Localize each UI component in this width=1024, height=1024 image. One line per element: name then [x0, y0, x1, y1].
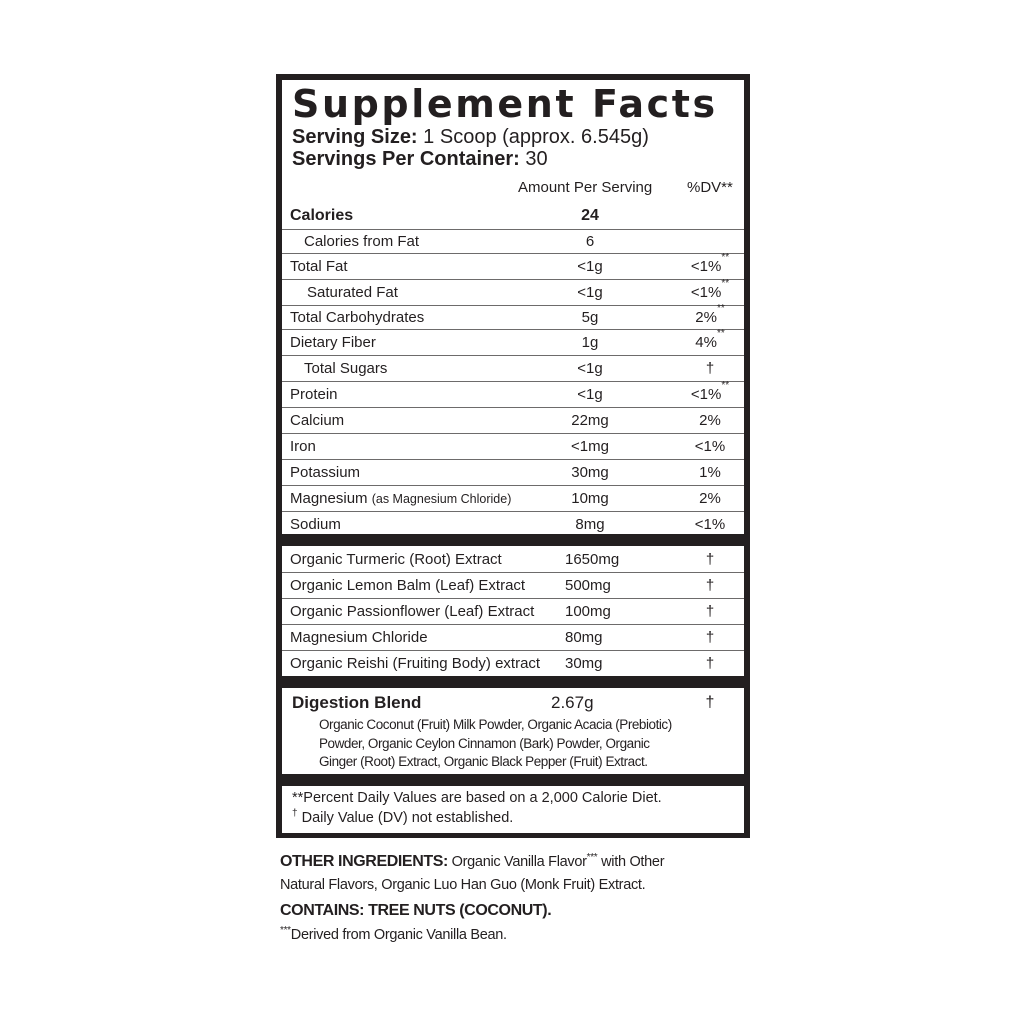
ingredient-amount: 80mg [565, 629, 603, 646]
ingredient-row: Organic Reishi (Fruiting Body) extract 30mg † [282, 650, 744, 677]
nutrient-row-potassium: Potassium 30mg 1% [282, 459, 744, 486]
blend-amount: 2.67g [551, 693, 594, 712]
nutrient-label: Calcium [290, 412, 345, 429]
nutrient-row-sodium: Sodium 8mg <1% [282, 511, 744, 535]
nutrient-row-calories-from-fat: Calories from Fat 6 [282, 229, 744, 254]
nutrient-label: Total Sugars [304, 360, 388, 377]
other-ingredients: OTHER INGREDIENTS: Organic Vanilla Flavor*** with Other [280, 852, 665, 870]
footnote-dv: **Percent Daily Values are based on a 2,000 Calorie Diet. [292, 790, 662, 806]
ingredient-label: Organic Lemon Balm (Leaf) Extract [290, 577, 526, 594]
vanilla-footnote: ***Derived from Organic Vanilla Bean. [280, 925, 507, 943]
ingredient-label: Organic Turmeric (Root) Extract [290, 551, 502, 568]
blend-description [319, 716, 724, 772]
nutrient-row-dietary-fiber: Dietary Fiber 1g 4% ** [282, 329, 744, 356]
nutrient-row-calories: Calories 24 [290, 207, 599, 224]
blend-line: Organic Coconut (Fruit) Milk Powder, Organic Acacia (Prebiotic) [319, 717, 672, 732]
nutrient-label-note: (as Magnesium Chloride) [371, 492, 512, 506]
footnotes [282, 786, 744, 833]
nutrient-label: Iron [290, 438, 316, 455]
serving-size [292, 126, 744, 148]
nutrient-label: Dietary Fiber [290, 334, 376, 351]
ingredient-label: Magnesium Chloride [290, 629, 428, 646]
nutrient-label: Sodium [290, 516, 341, 533]
nutrient-label: Saturated Fat [307, 284, 398, 301]
nutrient-label: Protein [290, 386, 338, 403]
ingredient-amount: 1650mg [565, 551, 620, 568]
nutrient-label: Total Carbohydrates [290, 309, 425, 326]
blend-line: Powder, Organic Ceylon Cinnamon (Bark) Powder, Organic [319, 735, 650, 751]
panel-title: Supplement Facts [292, 82, 718, 126]
nutrient-row-magnesium: Magnesium (as Magnesium Chloride) 10mg 2% [282, 485, 744, 512]
nutrient-row-calcium: Calcium 22mg 2% [282, 407, 744, 434]
nutrient-row-iron: Iron <1mg <1% [282, 433, 744, 460]
nutrient-label: Potassium [290, 464, 361, 481]
ingredient-amount: 100mg [565, 603, 611, 620]
serving-size-value: 1 Scoop (approx. 6.545g) [423, 126, 649, 148]
nutrient-label: Magnesium (as Magnesium Chloride) [290, 490, 512, 507]
ingredient-row: Organic Lemon Balm (Leaf) Extract 500mg † [282, 572, 744, 599]
servings-per-container [292, 148, 744, 170]
nutrient-row-saturated-fat: Saturated Fat <1g <1% ** [282, 279, 744, 306]
allergen-statement: CONTAINS: TREE NUTS (COCONUT). [280, 902, 552, 919]
footnote-dagger: † Daily Value (DV) not established. [292, 808, 514, 826]
supplement-facts-panel [276, 74, 750, 838]
serving-size-label: Serving Size: [292, 126, 418, 148]
other-ingredients-label: OTHER INGREDIENTS: [280, 853, 448, 870]
ingredient-label: Organic Reishi (Fruiting Body) extract [290, 655, 541, 672]
blend-line: Ginger (Root) Extract, Organic Black Pepper (Fruit) Extract. [319, 754, 648, 769]
other-ingredients-continued: Natural Flavors, Organic Luo Han Guo (Monk Fruit) Extract. [280, 877, 646, 893]
nutrient-row-protein: Protein <1g <1% ** [282, 381, 744, 408]
nutrient-row-total-carbohydrates: Total Carbohydrates 5g 2% ** [282, 305, 744, 330]
nutrient-label: Total Fat [290, 258, 348, 275]
ingredient-amount: 500mg [565, 577, 611, 594]
amount-per-serving-header: Amount Per Serving [518, 179, 653, 196]
servings-label: Servings Per Container: [292, 148, 520, 170]
ingredient-amount: 30mg [565, 655, 603, 672]
dv-header: %DV** [687, 179, 733, 196]
nutrient-row-total-sugars: Total Sugars <1g † [282, 355, 744, 382]
ingredient-label: Organic Passionflower (Leaf) Extract [290, 603, 535, 620]
ingredient-row: Organic Turmeric (Root) Extract 1650mg † [290, 551, 715, 568]
digestion-blend: Digestion Blend 2.67g † Organic Coconut (Fruit) Milk Powder, Organic Acacia (Prebiotic) Powder, Organic Ceylon Cinnamon (Bark) Powder, Organic Ginger (Root) Extract, Organic Black Pepper (Fruit) Extract. [282, 688, 744, 774]
ingredient-table [282, 546, 744, 676]
column-header-row [282, 176, 744, 200]
servings-value: 30 [525, 148, 548, 170]
blend-name: Digestion Blend [292, 693, 422, 712]
nutrient-row-total-fat: Total Fat <1g <1% ** [282, 253, 744, 280]
nutrient-label: Calories [290, 207, 354, 224]
ingredient-row: Organic Passionflower (Leaf) Extract 100mg † [282, 598, 744, 625]
nutrient-label: Calories from Fat [304, 233, 420, 250]
ingredient-row: Magnesium Chloride 80mg † [282, 624, 744, 651]
nutrient-table [282, 204, 744, 534]
